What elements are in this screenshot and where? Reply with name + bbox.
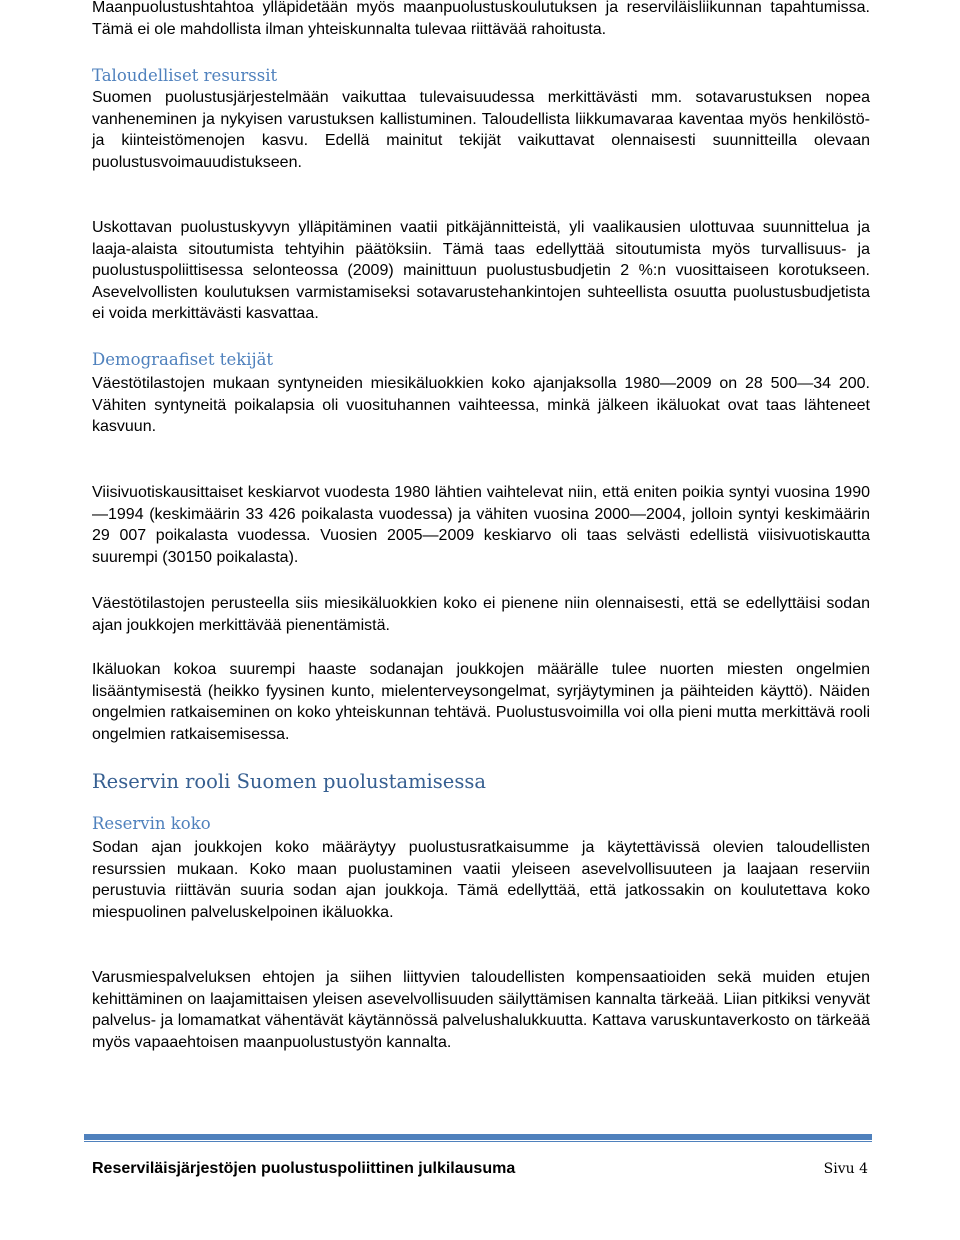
reservin-koko-paragraph-2: Varusmiespalveluksen ehtojen ja siihen liittyvien taloudellisten kompensaatioiden sekä muiden etujen kehittäminen on laajamittaisen yleisen asevelvollisuuden säilyttämisen kannalta tärkeää. Liian pitkiksi venyvät palvelus- ja lomamatkat vähentävät käytännössä palvelushalukkuutta. Kattava varuskuntaverkosto on tärkeää myös vapaaehtoisen maanpuolustustyön kannalta. bbox=[92, 969, 870, 1051]
footer-rule-thick bbox=[84, 1134, 872, 1140]
demografiset-paragraph-1: Väestötilastojen mukaan syntyneiden miesikäluokkien koko ajanjaksolla 1980—2009 on 28 500—34 200. Vähiten syntyneitä poikalapsia oli vuosituhannen vaihteessa, minkä jälkeen ikäluokat ovat taas lähteneet kasvuun. bbox=[92, 375, 870, 435]
footer-rule-thin bbox=[84, 1141, 872, 1142]
heading-reservin-rooli: Reservin rooli Suomen puolustamisessa bbox=[92, 770, 486, 793]
heading-reservin-koko: Reservin koko bbox=[92, 814, 211, 833]
taloudelliset-paragraph-1: Suomen puolustusjärjestelmään vaikuttaa tulevaisuudessa merkittävästi mm. sotavarustuksen nopea vanheneminen ja nykyisen varustuksen kallistuminen. Taloudellista liikkumavaraa kaventaa myös henkilöstö- ja kiinteistömenojen kasvu. Edellä mainitut tekijät vaikuttavat olennaisesti suunnitteilla olevaan puolustusvoimauudistukseen. bbox=[92, 89, 870, 171]
reservin-koko-paragraph-1: Sodan ajan joukkojen koko määräytyy puolustusratkaisumme ja käytettävissä olevien taloudellisten resurssien mukaan. Koko maan puolustaminen vaatii yleiseen asevelvollisuuteen ja laajaan reserviin perustuvia riittävän suuria sodan ajan joukkoja. Tämä edellyttää, että jatkossakin on koulutettava koko miespuolinen palveluskelpoinen ikäluokka. bbox=[92, 839, 870, 921]
footer-page-number: Sivu 4 bbox=[823, 1161, 868, 1177]
heading-taloudelliset: Taloudelliset resurssit bbox=[92, 66, 278, 85]
footer-title: Reserviläisjärjestöjen puolustuspoliittinen julkilausuma bbox=[92, 1160, 516, 1177]
taloudelliset-paragraph-2: Uskottavan puolustuskyvyn ylläpitäminen vaatii pitkäjännitteistä, yli vaalikausien ulottuvaa suunnittelua ja laaja-alaista sitoutumista tehtyihin päätöksiin. Tämä taas edellyttää sitoutumista myös turvallisuus- ja puolustuspoliittisessa selonteossa (2009) mainittuun puolustusbudjetin 2 %:n vuosittaiseen korotukseen. Asevelvollisten koulutuksen varmistamiseksi sotavarustehankintojen suhteellista osuutta puolustusbudjetista ei voida merkittävästi kasvattaa. bbox=[92, 219, 870, 322]
demografiset-paragraph-4: Ikäluokan kokoa suurempi haaste sodanajan joukkojen määrälle tulee nuorten miesten ongelmien lisääntymisestä (heikko fyysinen kunto, mielenterveysongelmat, syrjäytyminen ja päihteiden käyttö). Näiden ongelmien ratkaiseminen on koko yhteiskunnan tehtävä. Puolustusvoimilla voi olla pieni mutta merkittävä rooli ongelmien ratkaisemisessa. bbox=[92, 661, 870, 743]
intro-paragraph: Maanpuolustushtahtoa ylläpidetään myös maanpuolustuskoulutuksen ja reserviläisliikunnan tapahtumissa. Tämä ei ole mahdollista ilman yhteiskunnalta tulevaa riittävää rahoitusta. bbox=[92, 0, 870, 38]
demografiset-paragraph-3: Väestötilastojen perusteella siis miesikäluokkien koko ei pienene niin olennaisesti, että se edellyttäisi sodan ajan joukkojen merkittävää pienentämistä. bbox=[92, 595, 870, 634]
heading-demografiset: Demograafiset tekijät bbox=[92, 350, 274, 369]
demografiset-paragraph-2: Viisivuotiskausittaiset keskiarvot vuodesta 1980 lähtien vaihtelevat niin, että eniten poikia syntyi vuosina 1990—1994 (keskimäärin 33 426 poikalasta vuodessa) ja vähiten vuosina 2000—2004, jolloin syntyi keskimäärin 29 007 poikalasta vuodessa. Vuosien 2005—2009 keskiarvo oli taas selvästi edellistä viisivuotiskautta suurempi (30150 poikalasta). bbox=[92, 484, 870, 566]
